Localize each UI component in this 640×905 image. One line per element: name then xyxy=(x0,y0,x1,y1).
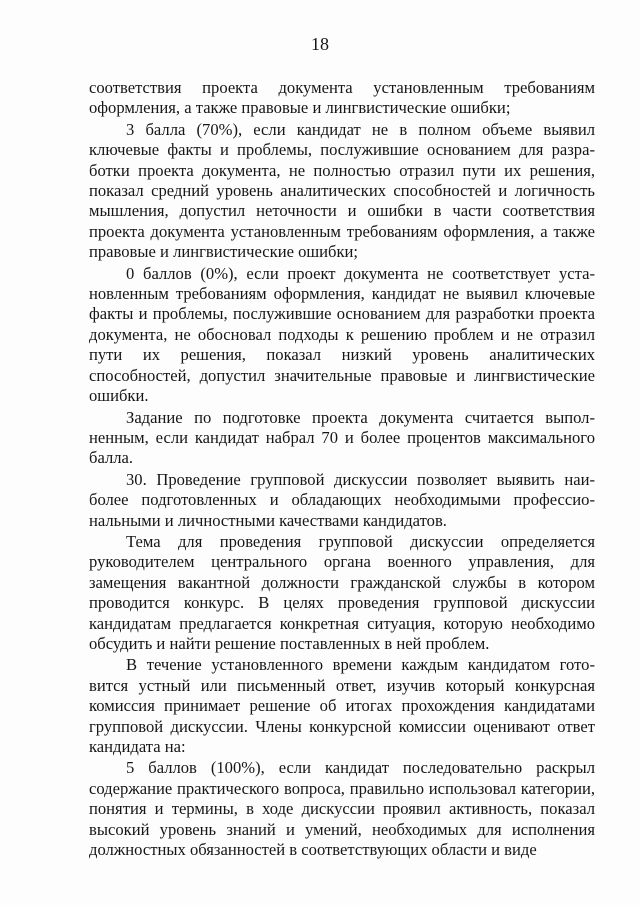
paragraph-discussion-topic: Тема для проведения групповой дискуссии определяется руководителем центрального органа военного управления, для замещения вакантной должности гражданской службы в котором проводится конкурс. В целях проведения групповой дискуссии кандидатам предлагается конкретная ситуация, которую необходимо обсудить и найти решение поставленных в ней проблем. xyxy=(89,531,595,653)
paragraph-task-completion: Задание по подготовке проекта документа считается выполненным, если кандидат набрал 70 и более процентов максимального балла. xyxy=(89,407,595,468)
page-number: 18 xyxy=(311,34,329,54)
paragraph-item-30: 30. Проведение групповой дискуссии позволяет выявить наиболее подготовленных и обладающих необходимыми профессиональными и личностными качествами кандидатов. xyxy=(89,469,595,530)
document-body xyxy=(89,78,595,860)
paragraph-score-3: 3 балла (70%), если кандидат не в полном объеме выявил ключевые факты и проблемы, послужившие основанием для разработки проекта документа, не полностью отразил пути их решения, показал средний уровень аналитических способностей и логичность мышления, допустил неточности и ошибки в части соответствия проекта документа установленным требованиям оформления, а также правовые и лингвистические ошибки; xyxy=(89,119,595,262)
paragraph-score-0: 0 баллов (0%), если проект документа не соответствует установленным требованиям оформления, кандидат не выявил ключевые факты и проблемы, послужившие основанием для разработки проекта документа, не обосновал подходы к решению проблем и не отразил пути их решения, показал низкий уровень аналитических способностей, допустил значительные правовые и лингвистические ошибки. xyxy=(89,263,595,406)
paragraph-answer-evaluation: В течение установленного времени каждым кандидатом готовится устный или письменный ответ, изучив который конкурсная комиссия принимает решение об итогах прохождения кандидатами групповой дискуссии. Члены конкурсной комиссии оценивают ответ кандидата на: xyxy=(89,655,595,756)
paragraph-continuation: соответствия проекта документа установленным требованиям оформления, а также правовые и лингвистические ошибки; xyxy=(89,78,595,118)
paragraph-score-5: 5 баллов (100%), если кандидат последовательно раскрыл содержание практического вопроса, правильно использовал категории, понятия и термины, в ходе дискуссии проявил активность, показал высокий уровень знаний и умений, необходимых для исполнения должностных обязанностей в соответствующих области и виде xyxy=(89,758,595,860)
